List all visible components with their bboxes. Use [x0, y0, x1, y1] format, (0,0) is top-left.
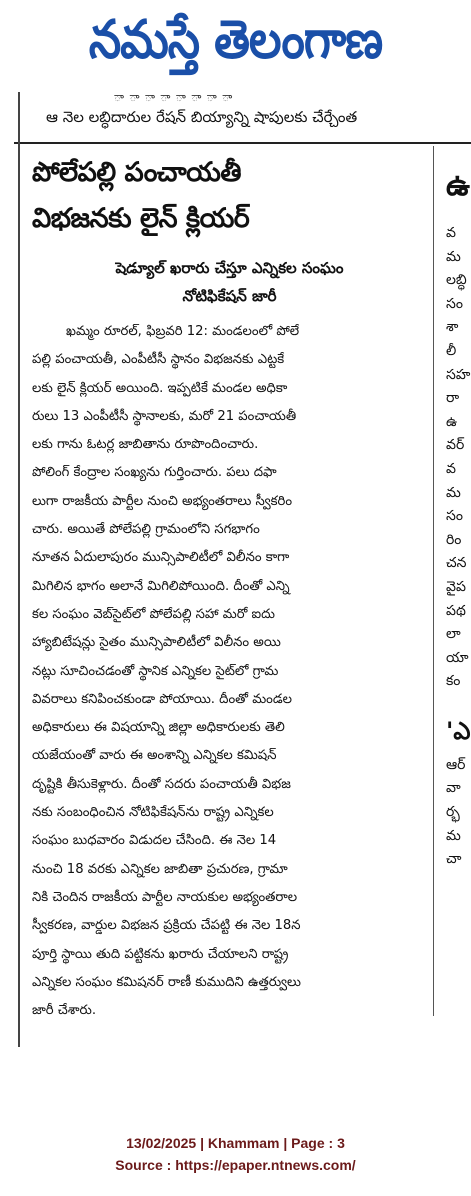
adjacent-line: వా	[446, 780, 461, 797]
adjacent-line: సహ	[446, 366, 471, 383]
adjacent-line: చన	[446, 555, 467, 572]
adjacent-line: చా	[446, 851, 462, 868]
body-line: యజేయంతో వారు ఈ అంశాన్ని ఎన్నికల కమిషన్	[32, 748, 277, 764]
body-line: జారీ చేశారు.	[32, 1003, 97, 1019]
article-body	[32, 318, 427, 1025]
adjacent-line: ఉ	[446, 413, 458, 430]
adjacent-line: సం	[446, 508, 463, 525]
adjacent-quote-fragment: 'ఎ	[446, 716, 471, 745]
body-line: సంఘం బుధవారం విడుదల చేసింది. ఈ నెల 14	[32, 833, 277, 849]
article-subheadline	[32, 254, 427, 310]
body-line: కల సంఘం వెబ్‌సైట్‌లో పోలేపల్లి సహా మరో ఐదు	[32, 606, 275, 622]
adjacent-line: వర్	[446, 437, 465, 454]
body-line: పూర్తి స్థాయి తుది పట్టికను ఖరారు చేయాలని రాష్ట్ర	[32, 946, 289, 962]
section-rule	[14, 142, 471, 144]
adjacent-line: లీ	[446, 342, 457, 359]
news-article	[32, 150, 427, 1025]
adjacent-line: రిం	[446, 531, 462, 548]
cut-text-line: ా ా ా ా ా ా ా ా	[114, 92, 235, 104]
body-line: నుంచి 18 వరకు ఎన్నికల జాబితా ప్రచురణ, గ్రామా	[32, 861, 288, 877]
headline-line: పోలేపల్లి పంచాయతీ	[32, 157, 242, 188]
adjacent-line: లబ్ధి	[446, 272, 467, 289]
adjacent-line: మ	[446, 248, 461, 265]
body-line: నట్లు సూచించడంతో స్థానిక ఎన్నికల సైట్‌లో గ్రామ	[32, 663, 279, 679]
body-line: దృష్టికి తీసుకెళ్లారు. దీంతో సదరు పంచాయతీ విభజ	[32, 776, 291, 792]
body-line: చారు. అయితే పోలేపల్లి గ్రామంలోని సగభాగం	[32, 522, 260, 538]
headline-line: విభజనకు లైన్ క్లియర్	[32, 203, 250, 234]
adjacent-line: వ	[446, 225, 456, 241]
adjacent-line: ర్భ	[446, 804, 460, 821]
body-line: వివరాలు కనిపించకుండా పోయాయి. దీంతో మండల	[32, 691, 292, 707]
adjacent-line: పథ	[446, 602, 466, 619]
adjacent-line: వైప	[446, 578, 466, 595]
body-line: మిగిలిన భాగం అలానే మిగిలిపోయింది. దీంతో ఎన్ని	[32, 578, 290, 594]
adjacent-line: లా	[446, 626, 461, 643]
subheadline-line: షెడ్యూల్ ఖరారు చేస్తూ ఎన్నికల సంఘం	[115, 259, 344, 277]
body-line: ఖమ్మం రూరల్, ఫిబ్రవరి 12: మండలంలో పోలే	[66, 324, 300, 339]
body-line: లకు గాను ఓటర్ల జాబితాను రూపొందించారు.	[32, 437, 259, 453]
adjacent-text-lines-2	[446, 754, 471, 872]
body-line: ఎన్నికల సంఘం కమిషనర్ రాణీ కుముదిని ఉత్తర్వులు	[32, 974, 301, 990]
body-line: నకు సంబంధించిన నోటిఫికేషన్‌ను రాష్ట్ర ఎన్నికల	[32, 805, 274, 821]
adjacent-line: సం	[446, 295, 463, 312]
body-line: స్వీకరణ, వార్డుల విభజన ప్రక్రియ చేపట్టి ఈ నెల 18న	[32, 918, 301, 934]
adjacent-line: ఆర్	[446, 756, 466, 773]
body-line: రులు 13 ఎంపీటీసీ స్థానాలకు, మరో 21 పంచాయతీ	[32, 408, 297, 424]
body-line: హ్యాబిటేషన్లు సైతం మున్సిపాలిటీలో విలీనం అయి	[32, 635, 281, 651]
adjacent-text-lines	[446, 222, 471, 694]
dateline: 13/02/2025 | Khammam | Page : 3	[126, 1135, 345, 1151]
body-line: నూతన ఏదులాపురం మున్సిపాలిటీలో విలీనం కాగా	[32, 550, 290, 566]
adjacent-line: మ	[446, 827, 461, 844]
body-line: పోలింగ్ కేంద్రాల సంఖ్యను గుర్తించారు. పలు దఫా	[32, 465, 277, 481]
body-line: పల్లి పంచాయతీ, ఎంపీటీసీ స్థానం విభజనకు ఎట్టకే	[32, 352, 285, 368]
adjacent-article-fragment	[446, 150, 471, 1030]
adjacent-line: రా	[446, 390, 460, 407]
clip-footer	[0, 1132, 471, 1176]
masthead	[0, 0, 471, 92]
body-line: లుగా రాజకీయ పార్టీల నుంచి అభ్యంతరాలు స్వీకరిం	[32, 493, 293, 509]
previous-article-line: ఆ నెల లబ్ధిదారుల రేషన్ బియ్యాన్ని షాపులకు చేర్చేంత	[46, 108, 358, 126]
source-link[interactable]: Source : https://epaper.ntnews.com/	[115, 1157, 356, 1173]
column-rule-right	[433, 146, 434, 1016]
newspaper-logo: నమస్తే తెలంగాణ	[88, 8, 383, 71]
article-headline	[32, 150, 427, 242]
body-line: అధికారులు ఈ విషయాన్ని జిల్లా అధికారులకు తెలి	[32, 720, 285, 736]
adjacent-line: శా	[446, 319, 459, 336]
subheadline-line: నోటిఫికేషన్ జారీ	[182, 287, 277, 305]
adjacent-line: మ	[446, 484, 461, 501]
body-line: నికి చెందిన రాజకీయ పార్టీల నాయకుల అభ్యంతరాల	[32, 889, 298, 905]
adjacent-line: వ	[446, 460, 456, 477]
adjacent-line: కం	[446, 673, 461, 690]
body-line: లకు లైన్ క్లియర్ అయింది. ఇప్పటికే మండల అధికా	[32, 380, 288, 396]
column-rule-left	[18, 92, 20, 1047]
adjacent-headline-fragment: ఉ	[446, 168, 470, 203]
previous-article-clip	[14, 92, 471, 140]
adjacent-line: యా	[446, 649, 469, 666]
